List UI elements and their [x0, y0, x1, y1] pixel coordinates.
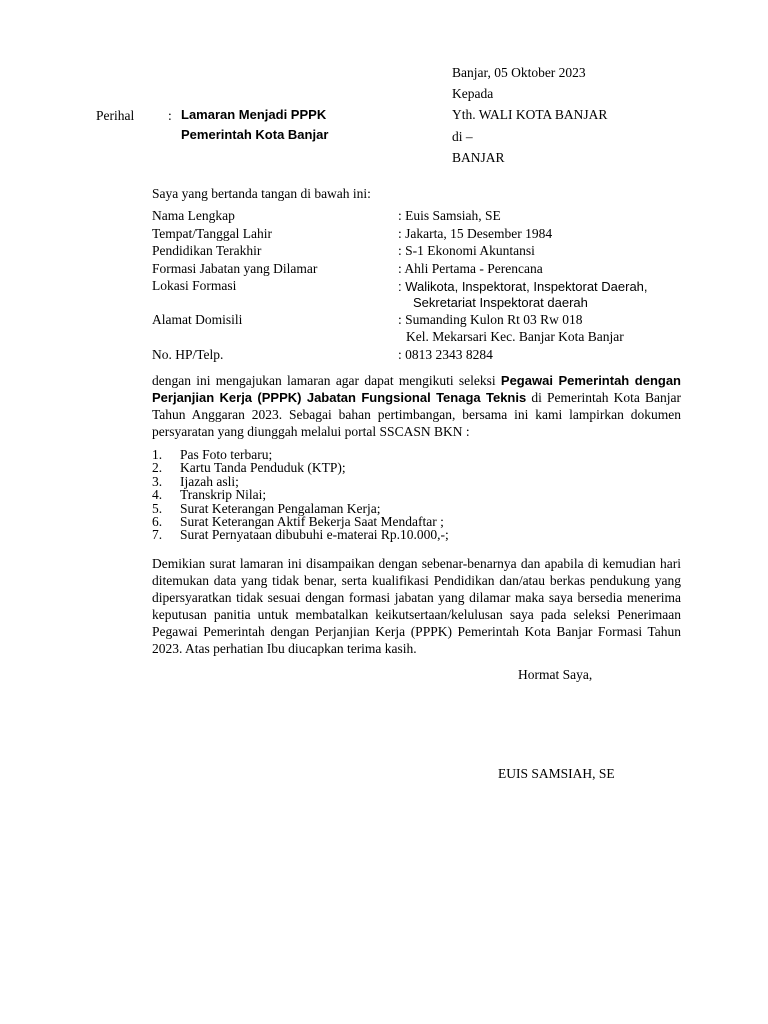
perihal-label: Perihal — [96, 108, 135, 123]
field-label-pendidikan: Pendidikan Terakhir — [152, 243, 262, 258]
body-part-1: dengan ini mengajukan lamaran agar dapat mengikuti seleksi — [152, 373, 501, 388]
list-item: Surat Keterangan Pengalaman Kerja; — [180, 501, 381, 516]
field-value-hp: : 0813 2343 8284 — [398, 347, 493, 362]
closing-paragraph: Demikian surat lamaran ini disampaikan dengan sebenar-benarnya dan apabila di kemudian hari ditemukan data yang tidak benar, serta kualifikasi Pendidikan dan/atau berkas pendukung yang dipersyaratkan tidak sesuai dengan formasi jabatan yang dilamar maka saya bersedia menerima keputusan panitia untuk membatalkan keikutsertaan/kelulusan saya pada seleksi Penerimaan Pegawai Pemerintah dengan Perjanjian Kerja (PPPK) Pemerintah Kota Banjar Formasi Tahun 2023. Atas perhatian Ibu diucapkan terima kasih. — [152, 556, 681, 656]
field-label-hp: No. HP/Telp. — [152, 347, 224, 362]
list-number: 6. — [152, 514, 163, 529]
field-label-alamat: Alamat Domisili — [152, 312, 243, 327]
letter-date: Banjar, 05 Oktober 2023 — [452, 65, 586, 80]
list-number: 7. — [152, 527, 163, 542]
list-number: 1. — [152, 447, 163, 462]
recipient-city: BANJAR — [452, 150, 505, 165]
body-paragraph — [152, 372, 681, 440]
field-label-formasi: Formasi Jabatan yang Dilamar — [152, 261, 318, 276]
field-value-formasi: : Ahli Pertama - Perencana — [398, 261, 543, 276]
list-number: 2. — [152, 460, 163, 475]
list-item: Ijazah asli; — [180, 474, 239, 489]
field-value-pendidikan: : S-1 Ekonomi Akuntansi — [398, 243, 535, 258]
salutation: Hormat Saya, — [518, 667, 593, 682]
perihal-line-1: Lamaran Menjadi PPPK — [181, 107, 327, 122]
field-label-lokasi: Lokasi Formasi — [152, 278, 237, 293]
recipient-di: di – — [452, 129, 473, 144]
list-number: 5. — [152, 501, 163, 516]
list-item: Kartu Tanda Penduduk (KTP); — [180, 460, 346, 475]
perihal-colon: : — [168, 108, 172, 123]
field-value-ttl: : Jakarta, 15 Desember 1984 — [398, 226, 553, 241]
kepada-label: Kepada — [452, 86, 494, 101]
recipient: Yth. WALI KOTA BANJAR — [452, 107, 608, 122]
list-item: Pas Foto terbaru; — [180, 447, 273, 462]
field-value-nama: : Euis Samsiah, SE — [398, 208, 501, 223]
field-label-ttl: Tempat/Tanggal Lahir — [152, 226, 272, 241]
body-bold: Pegawai Pemerintah dengan Perjanjian Kerja (PPPK) Jabatan Fungsional Tenaga Teknis — [152, 373, 681, 405]
list-item: Surat Keterangan Aktif Bekerja Saat Mendaftar ; — [180, 514, 444, 529]
list-number: 3. — [152, 474, 163, 489]
perihal-line-2: Pemerintah Kota Banjar — [181, 127, 329, 142]
field-value-alamat: : Sumanding Kulon Rt 03 Rw 018 — [398, 312, 583, 327]
field-value-alamat-cont: Kel. Mekarsari Kec. Banjar Kota Banjar — [406, 329, 624, 344]
list-item: Transkrip Nilai; — [180, 487, 267, 502]
body-part-2: di Pemerintah Kota Banjar Tahun Anggaran 2023. Sebagai bahan pertimbangan, bersama ini kami lampirkan dokumen persyaratan yang diunggah melalui portal SSCASN BKN : — [152, 390, 681, 439]
field-label-nama: Nama Lengkap — [152, 208, 235, 223]
list-item: Surat Pernyataan dibubuhi e-materai Rp.10.000,-; — [180, 527, 449, 542]
field-value-lokasi-cont: Sekretariat Inspektorat daerah — [413, 295, 588, 310]
intro-text: Saya yang bertanda tangan di bawah ini: — [152, 186, 371, 201]
signer-name: EUIS SAMSIAH, SE — [498, 766, 615, 781]
field-value-lokasi: : Walikota, Inspektorat, Inspektorat Daerah, — [398, 279, 648, 294]
list-number: 4. — [152, 487, 163, 502]
